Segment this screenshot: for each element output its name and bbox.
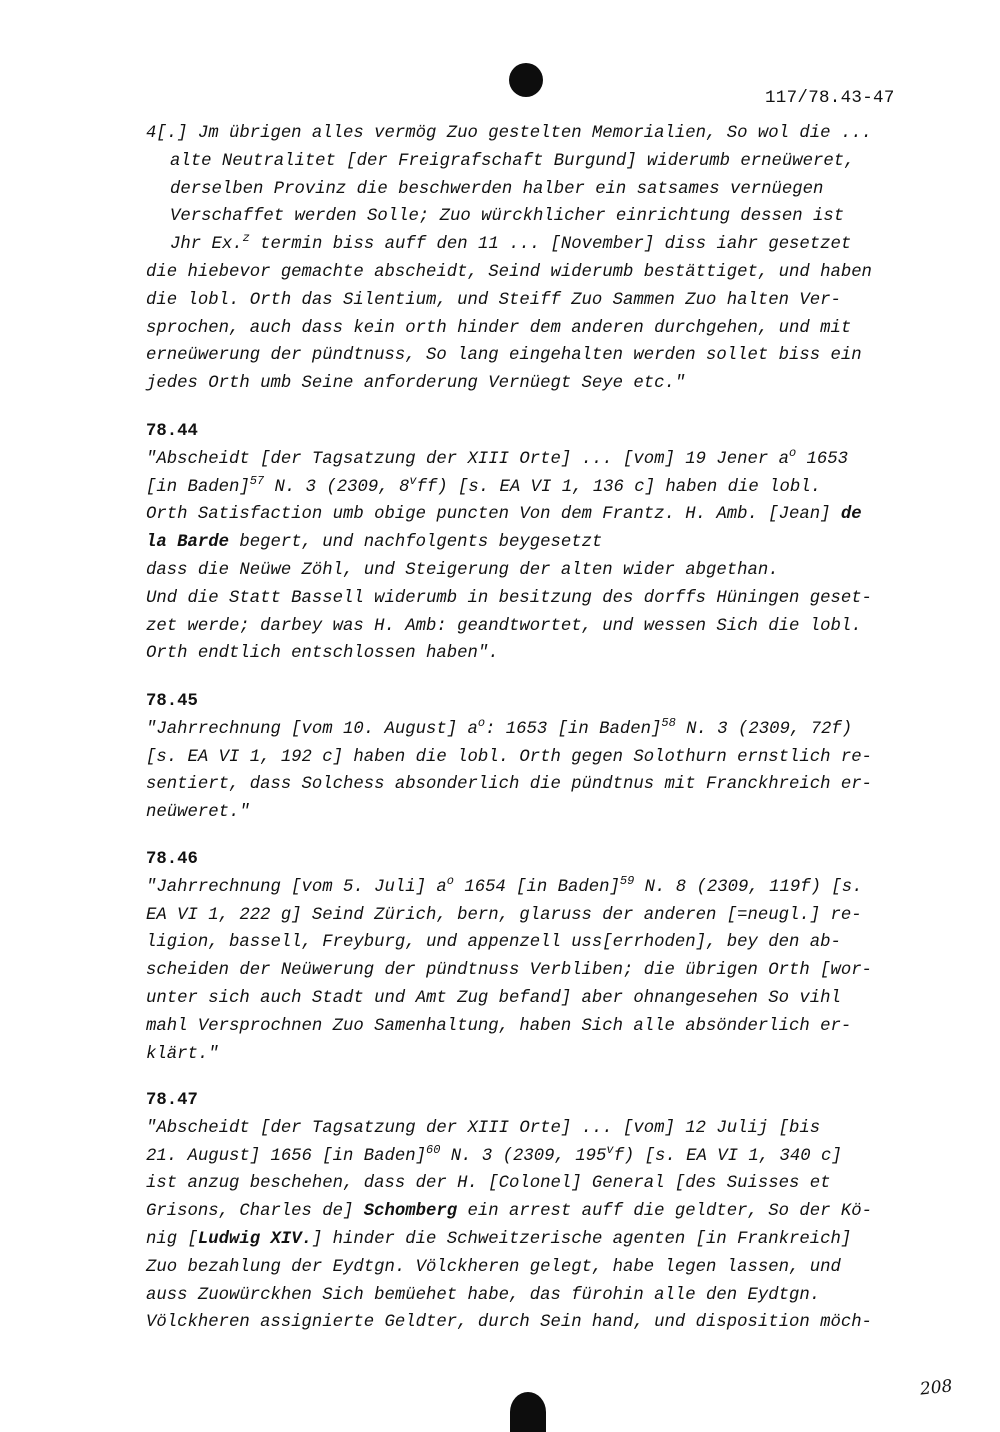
text-line: ligion, bassell, Freyburg, und appenzell uss[errhoden], bey den ab- [146,933,841,953]
person-name: Ludwig XIV. [197,1229,312,1249]
text-line: unter sich auch Stadt und Amt Zug befand] aber ohnangesehen So vihl [146,988,841,1008]
text-line: Orth endtlich entschlossen haben". [146,644,499,664]
text-line: 21. August] 1656 [in Baden]$^{60}$ N. 3 (2309, 195$^v$f) [s. EA VI 1, 340 c] [146,1142,842,1166]
text-line: jedes Orth umb Seine anforderung Vernüegt Seye etc." [146,374,686,394]
text-line: Verschaffet werden Solle; Zuo würckhlicher einrichtung dessen ist [170,207,845,227]
text-line: Orth Satisfaction umb obige puncten Von dem Frantz. H. Amb. [Jean] de [146,505,862,525]
text-line: la Barde begert, und nachfolgents beygesetzt [146,533,603,553]
section-78-47 [146,1087,926,1337]
text-line: [in Baden]$^{57}$ N. 3 (2309, 8$^v$ff) [s. EA VI 1, 136 c] haben die lobl. [146,473,821,497]
section-heading: 78.45 [146,692,198,711]
text-line: sentiert, dass Solchess absonderlich die pündtnus mit Franckhreich er- [146,775,872,795]
text-line: Völckheren assignierte Geldter, durch Sein hand, und disposition möch- [146,1313,872,1333]
text-line: Zuo bezahlung der Eydtgn. Völckheren gelegt, habe legen lassen, und [146,1257,841,1277]
text-line: alte Neutralitet [der Freigrafschaft Burgund] widerumb erneüweret, [170,151,855,171]
text-line: Grisons, Charles de] Schomberg ein arrest auff die geldter, So der Kö- [146,1202,872,1222]
text-line: scheiden der Neüwerung der pündtnuss Verbliben; die übrigen Orth [wor- [146,961,872,981]
text-line: sprochen, auch dass kein orth hinder dem anderen durchgehen, und mit [146,318,852,338]
text-line: [s. EA VI 1, 192 c] haben die lobl. Orth gegen Solothurn ernstlich re- [146,747,872,767]
text-line: zet werde; darbey was H. Amb: geandtwortet, und wessen Sich die lobl. [146,616,862,636]
punch-hole-top [509,63,543,97]
section-heading: 78.47 [146,1091,198,1110]
person-name: de [840,505,862,525]
text-line: neüweret." [146,803,250,823]
text-line: nig [Ludwig XIV.] hinder die Schweitzerische agenten [in Frankreich] [146,1229,852,1249]
footnote-marker: 57 [249,473,265,488]
text-line: 4[.] Jm übrigen alles vermög Zuo gestelten Memorialien, So wol die ... [146,124,872,143]
text-line: ist anzug beschehen, dass der H. [Colonel] General [des Suisses et [146,1174,831,1194]
footnote-marker: 59 [619,873,635,888]
section-78-46 [146,846,926,1068]
page-reference: 117/78.43-47 [765,88,895,108]
section-heading: 78.44 [146,422,198,441]
punch-hole-bottom [510,1392,546,1432]
section-heading: 78.46 [146,850,198,869]
text-line: erneüwerung der pündtnuss, So lang eingehalten werden sollet biss ein [146,346,862,366]
section-78-44 [146,418,926,668]
intro-paragraph [146,120,926,398]
footnote-marker: 58 [661,715,676,730]
person-name: Schomberg [363,1202,458,1222]
text-line: mahl Versprochnen Zuo Samenhaltung, haben Sich alle absönderlich er- [146,1016,852,1036]
section-78-45 [146,688,926,827]
text-line: auss Zuowürckhen Sich bemüehet habe, das fürohin alle den Eydtgn. [146,1285,821,1305]
text-line: Und die Statt Bassell widerumb in besitzung des dorffs Hüningen geset- [146,588,872,608]
text-line: dass die Neüwe Zöhl, und Steigerung der alten wider abgethan. [146,560,779,580]
text-line: "Jahrrechnung [vom 10. August] $a^o$: 1653 [in Baden]$^{58}$ N. 3 (2309, 72f) [146,715,853,739]
text-line: klärt." [146,1044,219,1064]
footnote-marker: z [242,231,250,246]
person-name: la Barde [146,533,229,553]
text-line: "Jahrrechnung [vom 5. Juli] $a^o$ 1654 [in Baden]$^{59}$ N. 8 (2309, 119f) [s. [146,873,863,897]
text-line: die lobl. Orth das Silentium, und Steiff Zuo Sammen Zuo halten Ver- [146,290,841,310]
handwritten-folio-number: 208 [919,1376,954,1400]
text-line: Jhr Ex.$^z$ termin biss auff den 11 ... [November] diss iahr gesetzet [170,231,852,255]
text-line: derselben Provinz die beschwerden halber ein satsames vernüegen [170,179,824,199]
footnote-marker: 60 [426,1142,441,1157]
text-line: "Abscheidt [der Tagsatzung der XIII Orte] ... [vom] 12 Julij [bis [146,1118,821,1138]
text-line: "Abscheidt [der Tagsatzung der XIII Orte] ... [vom] 19 Jener $a^o$ 1653 [146,445,849,469]
text-line: EA VI 1, 222 g] Seind Zürich, bern, glaruss der anderen [=neugl.] re- [146,905,862,925]
text-line: die hiebevor gemachte abscheidt, Seind widerumb bestättiget, und haben [146,262,872,282]
